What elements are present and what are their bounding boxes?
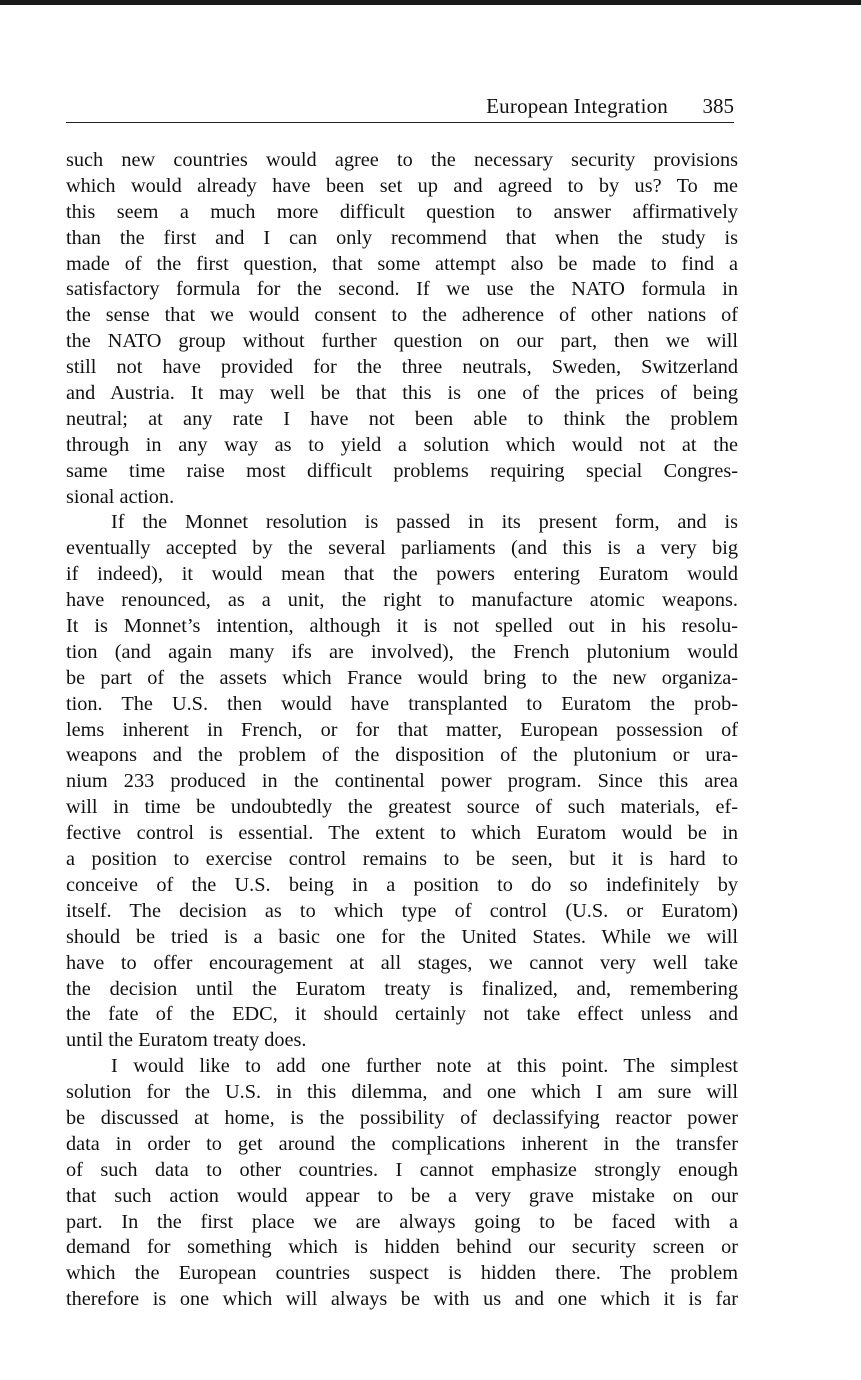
text-line: have renounced, as a unit, the right to manufacture atomic weapons. <box>66 589 738 612</box>
text-line: sional action. <box>66 485 175 508</box>
text-line: fective control is essential. The extent to which Euratom would be in <box>66 822 738 845</box>
text-line: eventually accepted by the several parliaments (and this is a very big <box>66 537 738 560</box>
text-line: until the Euratom treaty does. <box>66 1029 307 1052</box>
text-line: this seem a much more difficult question to answer affirmatively <box>66 200 738 223</box>
paragraph <box>66 1054 738 1313</box>
text-line: that such action would appear to be a very grave mistake on our <box>66 1184 738 1207</box>
text-line: I would like to add one further note at this point. The simplest <box>111 1055 738 1078</box>
text-line: tion. The U.S. then would have transplanted to Euratom the prob- <box>66 692 738 715</box>
text-line: demand for something which is hidden behind our security screen or <box>66 1236 738 1259</box>
page-number: 385 <box>702 94 734 118</box>
text-line: tion (and again many ifs are involved), the French plutonium would <box>66 640 738 663</box>
text-line: the fate of the EDC, it should certainly not take effect unless and <box>66 1003 738 1026</box>
text-line: should be tried is a basic one for the United States. While we will <box>66 925 738 948</box>
running-head <box>66 92 734 123</box>
text-line: if indeed), it would mean that the powers entering Euratom would <box>66 563 738 586</box>
body-text <box>66 148 738 1313</box>
running-title: European Integration <box>486 94 668 118</box>
text-line: data in order to get around the complications inherent in the transfer <box>66 1132 738 1155</box>
text-line: itself. The decision as to which type of control (U.S. or Euratom) <box>66 899 738 922</box>
text-line: same time raise most difficult problems requiring special Congres- <box>66 459 738 482</box>
text-line: through in any way as to yield a solution which would not at the <box>66 433 738 456</box>
text-line: part. In the first place we are always going to be faced with a <box>66 1210 738 1233</box>
text-line: therefore is one which will always be with us and one which it is far <box>66 1288 738 1311</box>
text-line: a position to exercise control remains to be seen, but it is hard to <box>66 848 738 871</box>
paragraph <box>66 510 738 1054</box>
text-line: which the European countries suspect is hidden there. The problem <box>66 1262 738 1285</box>
text-line: lems inherent in French, or for that matter, European possession of <box>66 718 738 741</box>
text-line: than the first and I can only recommend that when the study is <box>66 226 738 249</box>
text-line: the NATO group without further question on our part, then we will <box>66 330 738 353</box>
paragraph <box>66 148 738 510</box>
text-line: which would already have been set up and agreed to by us? To me <box>66 174 738 197</box>
text-line: neutral; at any rate I have not been able to think the problem <box>66 407 738 430</box>
text-line: made of the first question, that some attempt also be made to find a <box>66 252 738 275</box>
page-top-edge <box>0 0 861 5</box>
text-line: be discussed at home, is the possibility of declassifying reactor power <box>66 1106 738 1129</box>
text-line: the sense that we would consent to the adherence of other nations of <box>66 304 738 327</box>
text-line: the decision until the Euratom treaty is finalized, and, remembering <box>66 977 738 1000</box>
text-line: such new countries would agree to the necessary security provisions <box>66 149 738 171</box>
text-line: will in time be undoubtedly the greatest source of such materials, ef- <box>66 796 738 819</box>
text-line: solution for the U.S. in this dilemma, and one which I am sure will <box>66 1081 738 1104</box>
text-line: and Austria. It may well be that this is one of the prices of being <box>66 382 738 405</box>
text-line: satisfactory formula for the second. If we use the NATO formula in <box>66 278 738 301</box>
text-line: weapons and the problem of the disposition of the plutonium or ura- <box>66 744 738 767</box>
text-line: still not have provided for the three neutrals, Sweden, Switzerland <box>66 356 738 379</box>
text-line: nium 233 produced in the continental power program. Since this area <box>66 770 738 793</box>
text-line: be part of the assets which France would bring to the new organiza- <box>66 666 738 689</box>
text-line: conceive of the U.S. being in a position to do so indefinitely by <box>66 873 738 896</box>
text-line: of such data to other countries. I cannot emphasize strongly enough <box>66 1158 738 1181</box>
text-line: have to offer encouragement at all stages, we cannot very well take <box>66 951 738 974</box>
text-line: If the Monnet resolution is passed in its present form, and is <box>111 511 738 534</box>
text-line: It is Monnet’s intention, although it is not spelled out in his resolu- <box>66 615 738 638</box>
